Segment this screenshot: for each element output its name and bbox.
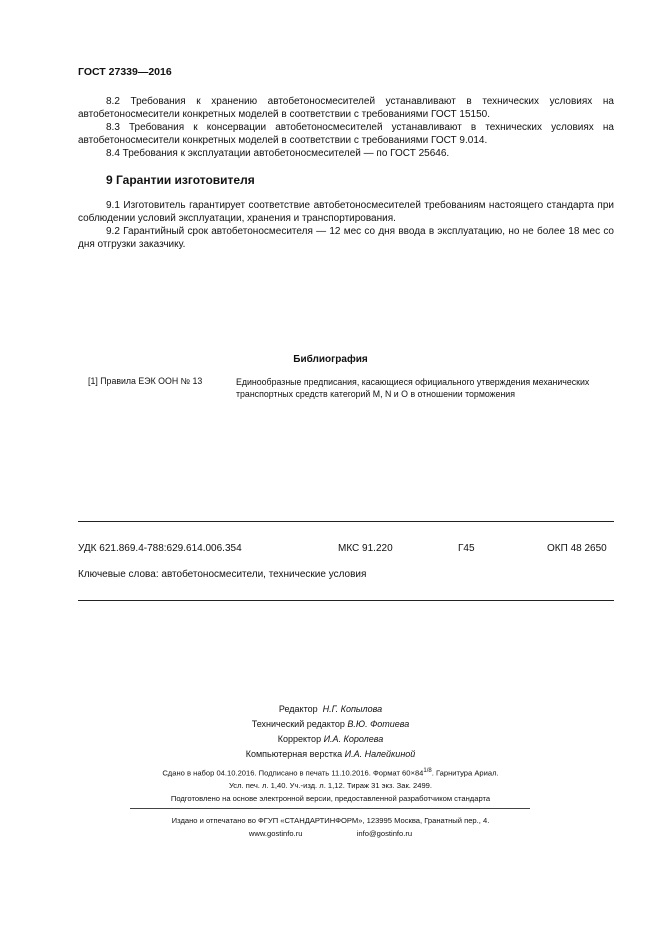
credit-name: И.А. Налейкиной bbox=[344, 749, 416, 759]
credit-line bbox=[0, 702, 661, 717]
group-code: Г45 bbox=[458, 543, 475, 554]
paragraph-text: 9.2 Гарантийный срок автобетоносмесителя — 12 мес со дня ввода в эксплуатацию, но не более 18 мес со дня отгрузки заказчику. bbox=[78, 226, 614, 250]
paragraph-8-2 bbox=[78, 95, 614, 121]
udk-code: УДК 621.869.4-788:629.614.006.354 bbox=[78, 543, 242, 554]
imprint-divider bbox=[130, 808, 530, 809]
paragraph-8-4 bbox=[78, 147, 614, 160]
document-code: ГОСТ 27339—2016 bbox=[78, 66, 172, 78]
paragraph-text: 8.2 Требования к хранению автобетоносмесителей устанавливают в технических условиях на автобетоносмесители конкретных моделей в соответствии с требованиями ГОСТ 15150. bbox=[78, 96, 614, 120]
paragraph-8-3 bbox=[78, 121, 614, 147]
credit-role: Редактор bbox=[278, 704, 318, 714]
format-fraction: 1/8 bbox=[423, 768, 432, 774]
imprint-line-1 bbox=[0, 768, 661, 778]
credit-line bbox=[0, 747, 661, 762]
imprint-line-2: Усл. печ. л. 1,40. Уч.-изд. л. 1,12. Тираж 31 экз. Зак. 2499. bbox=[228, 781, 433, 790]
imprint-line-3: Подготовлено на основе электронной версии, предоставленной разработчиком стандарта bbox=[170, 794, 491, 803]
paragraph-9-1 bbox=[78, 199, 614, 225]
section-9-heading: 9 Гарантии изготовителя bbox=[106, 173, 255, 187]
bibliography-title: Библиография bbox=[293, 354, 368, 365]
credit-name: Н.Г. Копылова bbox=[322, 704, 383, 714]
credit-role: Технический редактор bbox=[251, 719, 345, 729]
email-link[interactable]: info@gostinfo.ru bbox=[356, 829, 413, 838]
paragraph-text: 9.1 Изготовитель гарантирует соответствие автобетоносмесителей требованиям настоящего стандарта при соблюдении условий эксплуатации, хранения и транспортирования. bbox=[78, 200, 614, 224]
paragraph-text: 8.3 Требования к консервации автобетоносмесителей устанавливают в технических условиях на автобетоносмесители конкретных моделей в соответствии с требованиями ГОСТ 9.014. bbox=[78, 122, 614, 146]
website-link[interactable]: www.gostinfo.ru bbox=[248, 829, 303, 838]
credit-name: И.А. Королева bbox=[323, 734, 384, 744]
credit-line bbox=[0, 732, 661, 747]
credits-block bbox=[0, 702, 661, 762]
contacts-line bbox=[0, 829, 661, 838]
credit-name: В.Ю. Фотиева bbox=[347, 719, 410, 729]
imprint-text: Сдано в набор 04.10.2016. Подписано в печать 11.10.2016. Формат 60×84 bbox=[162, 768, 424, 778]
paragraph-text: 8.4 Требования к эксплуатации автобетоносмесителей — по ГОСТ 25646. bbox=[106, 148, 450, 159]
publisher-line: Издано и отпечатано во ФГУП «СТАНДАРТИНФОРМ», 123995 Москва, Гранатный пер., 4. bbox=[171, 816, 490, 825]
credit-role: Компьютерная верстка bbox=[245, 749, 343, 759]
divider-top bbox=[78, 521, 614, 522]
keywords: Ключевые слова: автобетоносмесители, технические условия bbox=[78, 569, 367, 580]
credit-role: Корректор bbox=[277, 734, 322, 744]
okp-code: ОКП 48 2650 bbox=[547, 543, 607, 554]
bibliography-description: Единообразные предписания, касающиеся официального утверждения механических транспортных средств категорий M, N и O в отношении торможения bbox=[236, 377, 590, 399]
credit-line bbox=[0, 717, 661, 732]
paragraph-9-2 bbox=[78, 225, 614, 251]
divider-bottom bbox=[78, 600, 614, 601]
imprint-text: . Гарнитура Ариал. bbox=[431, 768, 499, 778]
bibliography-ref: [1] Правила ЕЭК ООН № 13 bbox=[88, 376, 203, 386]
mks-code: МКС 91.220 bbox=[338, 543, 393, 554]
